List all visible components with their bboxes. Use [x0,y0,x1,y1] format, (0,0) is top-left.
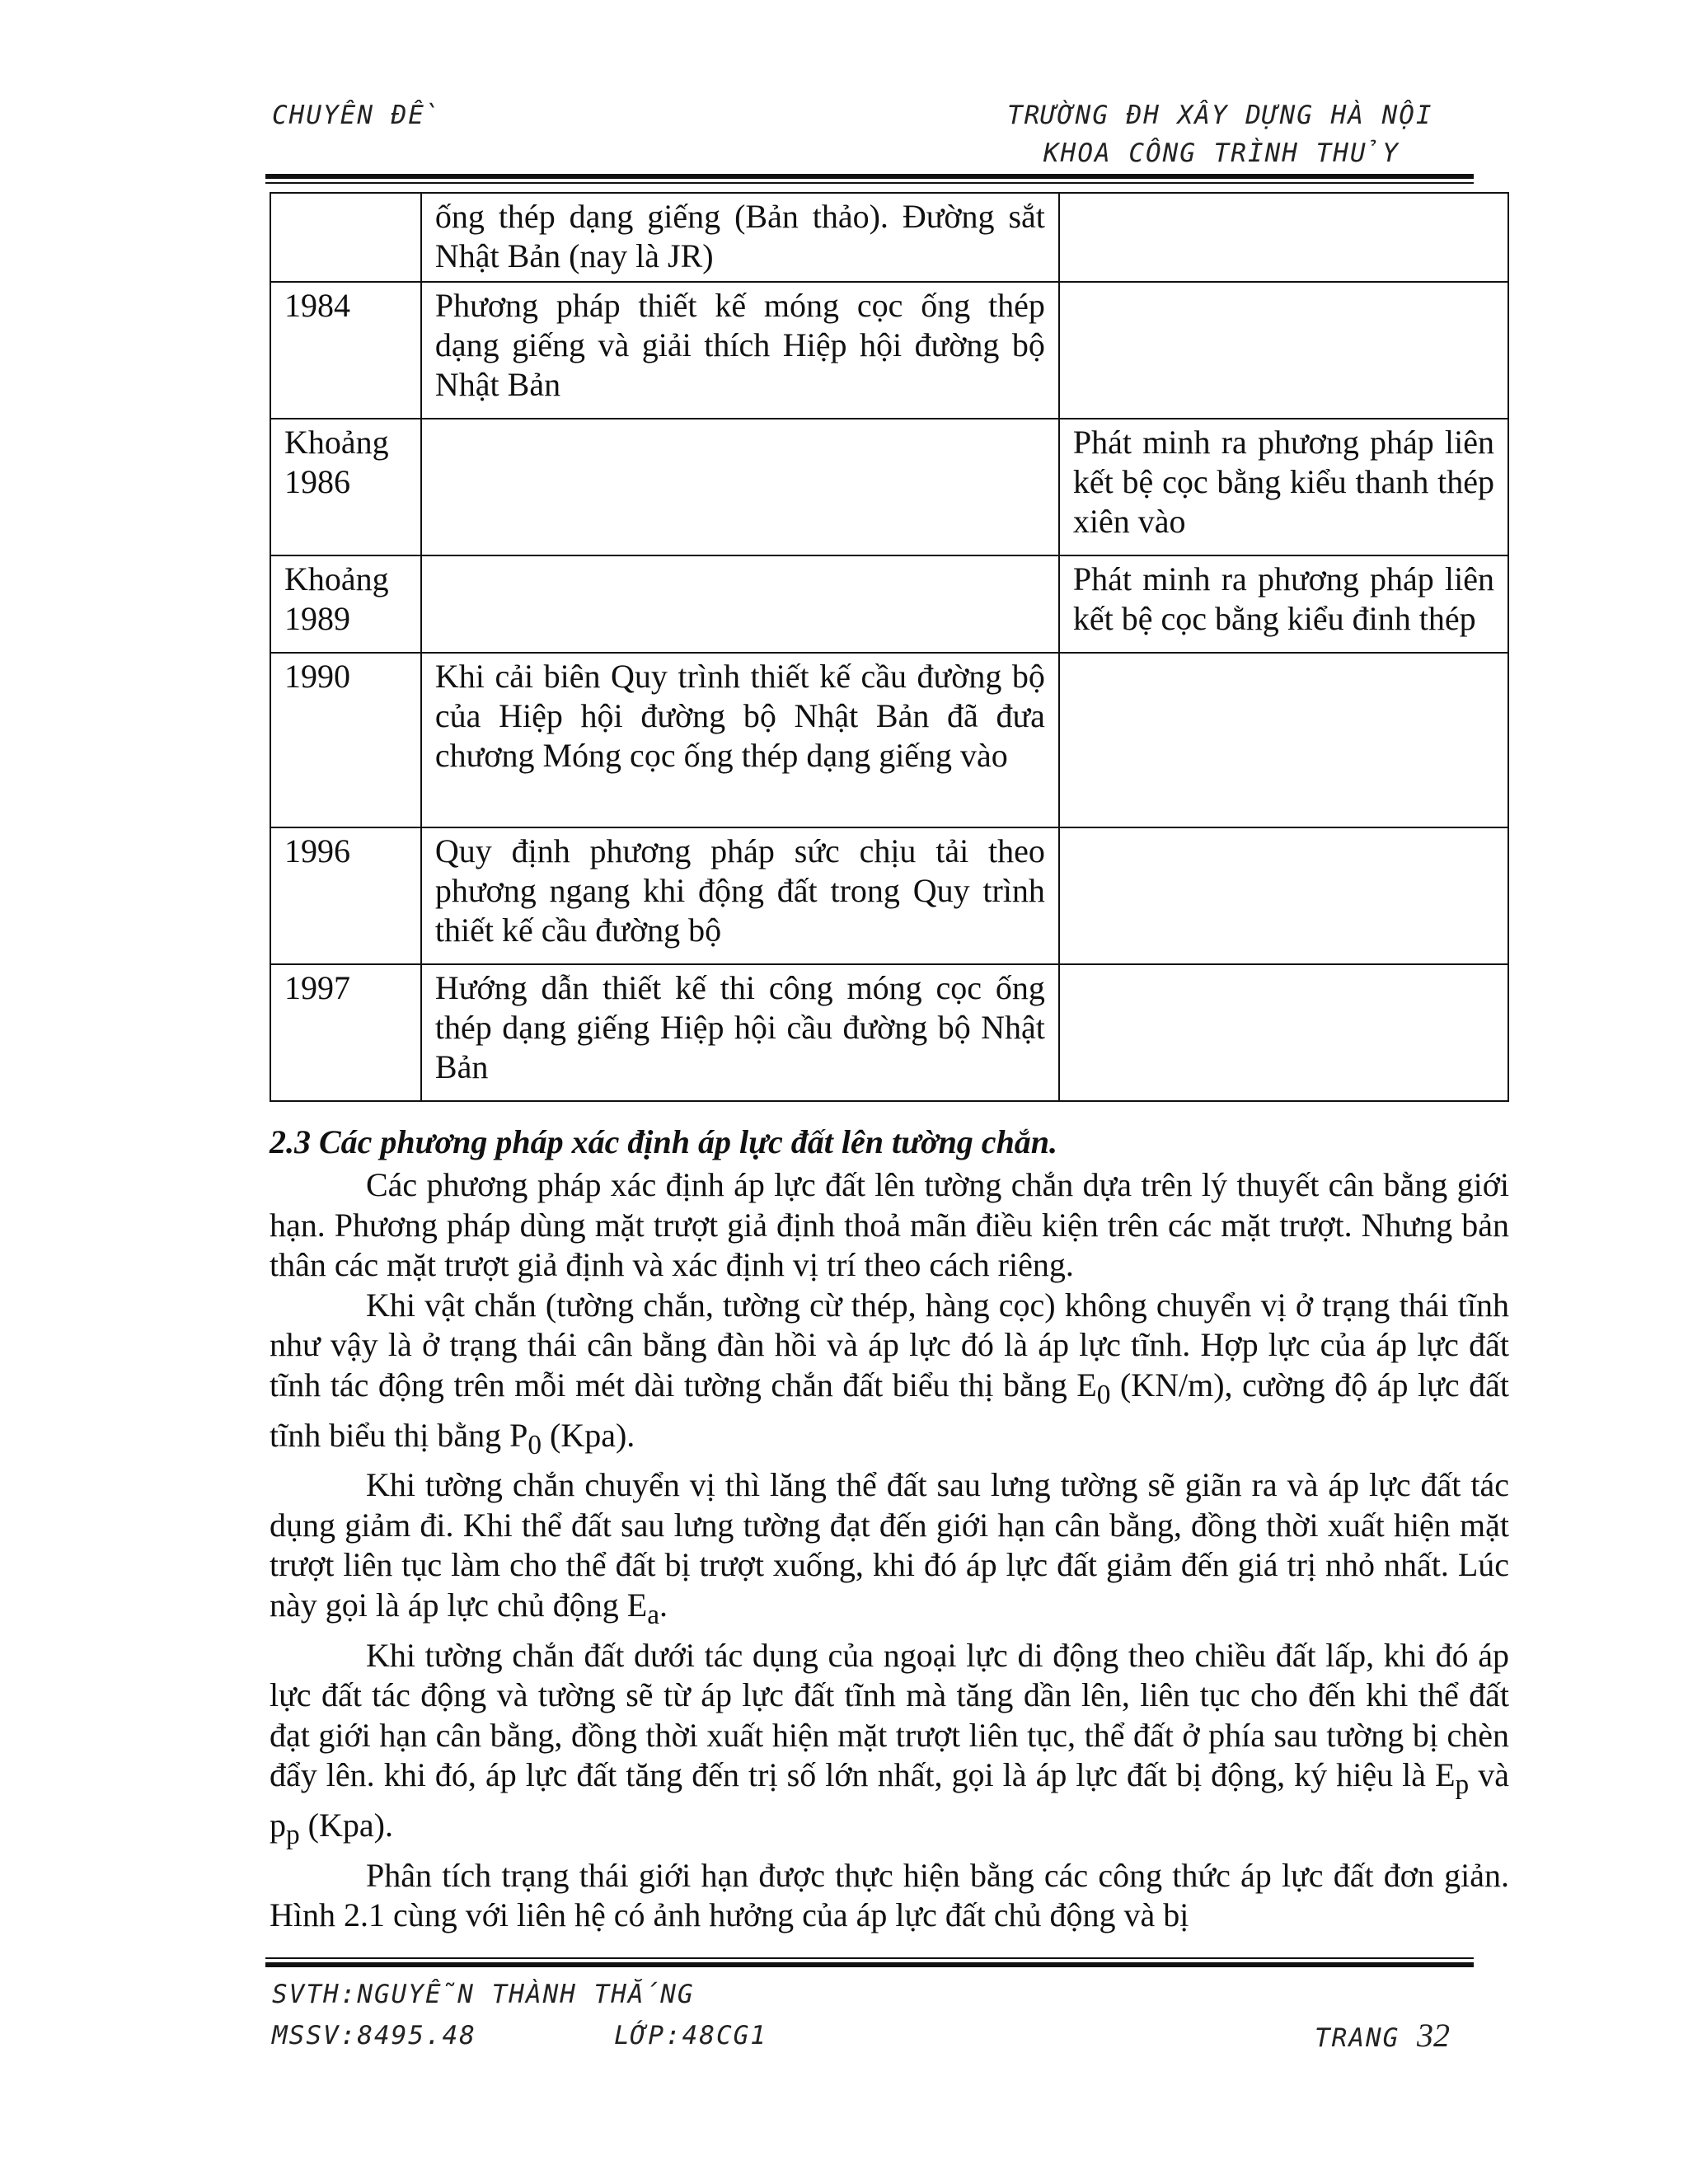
paragraph-2-text-b: (KN/m), cường độ áp lực đất tĩnh biểu thị bằng P [270,1366,1509,1454]
cell-year: 1996 [270,827,421,964]
subscript-e0: 0 [1096,1379,1111,1410]
paragraph-2-text-c: (Kpa). [542,1416,635,1454]
header-rule-thin [265,182,1474,184]
paragraph-3-text-b: . [659,1586,668,1624]
paragraph-4-text-b: và p [270,1756,1509,1844]
cell-year: 1990 [270,653,421,827]
table-row [270,827,1508,964]
cell-event: ống thép dạng giếng (Bản thảo). Đường sắt Nhật Bản (nay là JR) [421,193,1059,282]
paragraph-4-text-c: (Kpa). [299,1806,393,1844]
table-row [270,282,1508,419]
paragraph-1 [270,1165,1509,1286]
cell-note [1059,653,1508,827]
cell-note [1059,964,1508,1101]
footer-page-number: 32 [1417,2017,1450,2054]
footer-student-id: MSSV:8495.48 [272,2021,476,2050]
cell-event [421,555,1059,653]
paragraph-2 [270,1286,1509,1465]
paragraph-2-text-a: Khi vật chắn (tường chắn, tường cừ thép, hàng cọc) không chuyển vị ở trạng thái tĩnh như vậy là ở trạng thái cân bằng đàn hồi và áp lực đó là áp lực tĩnh. Hợp lực của áp lực đất tĩnh tác động trên mỗi mét dài tường chắn đất biểu thị bằng E [270,1286,1509,1404]
subscript-ep: p [1455,1769,1470,1801]
paragraph-5 [270,1856,1509,1936]
footer-page-label: TRANG [1315,2023,1400,2053]
cell-note [1059,282,1508,419]
paragraph-5-text: Phân tích trạng thái giới hạn được thực hiện bằng các công thức áp lực đất đơn giản. Hình 2.1 cùng với liên hệ có ảnh hưởng của áp lực đất chủ động và bị [270,1856,1509,1934]
cell-note: Phát minh ra phương pháp liên kết bệ cọc bằng kiểu thanh thép xiên vào [1059,419,1508,555]
cell-year: Khoảng 1986 [270,419,421,555]
cell-note [1059,193,1508,282]
table-row [270,193,1508,282]
subscript-ea: a [647,1599,660,1630]
table-row [270,555,1508,653]
cell-event: Khi cải biên Quy trình thiết kế cầu đường bộ của Hiệp hội đường bộ Nhật Bản đã đưa chương Móng cọc ống thép dạng giếng vào [421,653,1059,827]
history-table-body [270,193,1508,1101]
cell-event: Quy định phương pháp sức chịu tải theo phương ngang khi động đất trong Quy trình thiết kế cầu đường bộ [421,827,1059,964]
cell-year: 1997 [270,964,421,1101]
paragraph-3-text-a: Khi tường chắn chuyển vị thì lăng thể đất sau lưng tường sẽ giãn ra và áp lực đất tác dụng giảm đi. Khi thể đất sau lưng tường đạt đến giới hạn cân bằng, đồng thời xuất hiện mặt trượt liên tục làm cho thể đất bị trượt xuống, khi đó áp lực đất giảm đến giá trị nhỏ nhất. Lúc này gọi là áp lực chủ động E [270,1466,1509,1624]
header-rule-thick [265,174,1474,179]
footer-page [1315,2016,1450,2055]
paragraph-3 [270,1465,1509,1635]
paragraph-4 [270,1636,1509,1856]
cell-year: 1984 [270,282,421,419]
cell-year: Khoảng 1989 [270,555,421,653]
cell-note: Phát minh ra phương pháp liên kết bệ cọc bằng kiểu đinh thép [1059,555,1508,653]
table-row [270,419,1508,555]
footer-student: SVTH:NGUYỄN THÀNH THẮNG [272,1980,695,2009]
history-table [270,192,1509,1102]
cell-event [421,419,1059,555]
cell-event: Hướng dẫn thiết kế thi công móng cọc ống thép dạng giếng Hiệp hội cầu đường bộ Nhật Bản [421,964,1059,1101]
section-heading: 2.3 Các phương pháp xác định áp lực đất lên tường chắn. [270,1123,1058,1160]
cell-note [1059,827,1508,964]
header-right-line1: TRƯỜNG ĐH XÂY DỰNG HÀ NỘI [1007,101,1433,130]
footer-rule-thin [265,1957,1474,1959]
subscript-p0: 0 [528,1429,542,1460]
subscript-pp: p [286,1819,300,1850]
footer-class: LỚP:48CG1 [614,2021,767,2050]
cell-year [270,193,421,282]
header-right-line2: KHOA CÔNG TRÌNH THỦY [1043,138,1400,168]
footer-rule-thick [265,1962,1474,1967]
paragraph-4-text-a: Khi tường chắn đất dưới tác dụng của ngoại lực di động theo chiều đất lấp, khi đó áp lực đất tác động và tường sẽ từ áp lực đất tĩnh mà tăng dần lên, liên tục cho đến khi thể đất đạt giới hạn cân bằng, đồng thời xuất hiện mặt trượt liên tục, thể đất ở phía sau tường bị chèn đẩy lên. khi đó, áp lực đất tăng đến trị số lớn nhất, gọi là áp lực đất bị động, ký hiệu là E [270,1636,1509,1794]
header-left: CHUYÊN ĐỀ [272,101,441,130]
table-row [270,653,1508,827]
section-body [270,1122,1509,1936]
cell-event: Phương pháp thiết kế móng cọc ống thép dạng giếng và giải thích Hiệp hội đường bộ Nhật Bản [421,282,1059,419]
table-row [270,964,1508,1101]
paragraph-1-text: Các phương pháp xác định áp lực đất lên tường chắn dựa trên lý thuyết cân bằng giới hạn. Phương pháp dùng mặt trượt giả định thoả mãn điều kiện trên các mặt trượt. Nhưng bản thân các mặt trượt giả định và xác định vị trí theo cách riêng. [270,1166,1509,1284]
